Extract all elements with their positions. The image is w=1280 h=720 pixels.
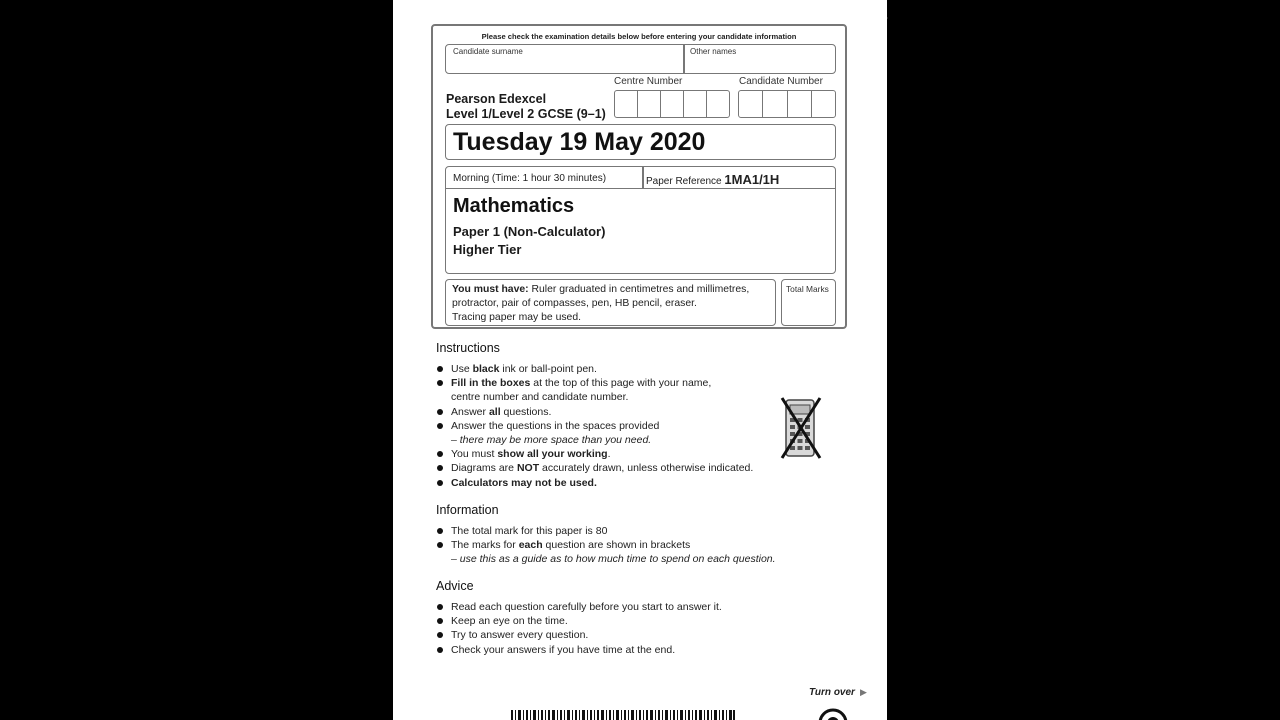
list-item: Try to answer every question.	[437, 628, 722, 642]
turn-over-label: Turn over	[809, 687, 855, 698]
advice-list	[437, 600, 722, 657]
digit-box[interactable]	[707, 91, 729, 117]
digit-box[interactable]	[661, 91, 684, 117]
equipment-text	[452, 283, 770, 325]
list-item-continuation: centre number and candidate number.	[451, 391, 629, 404]
name-divider	[683, 45, 685, 73]
advice-heading: Advice	[436, 579, 474, 593]
digit-box[interactable]	[812, 91, 835, 117]
digit-box[interactable]	[684, 91, 707, 117]
candidate-surname-field[interactable]: Candidate surname	[453, 47, 523, 56]
exam-board	[446, 92, 606, 122]
digit-box[interactable]	[739, 91, 763, 117]
list-item: Calculators may not be used.	[437, 476, 753, 490]
information-list	[437, 524, 776, 567]
session-time: Morning (Time: 1 hour 30 minutes)	[453, 173, 607, 184]
board-name: Pearson Edexcel	[446, 92, 547, 106]
equipment-box	[445, 279, 776, 326]
digit-box[interactable]	[788, 91, 812, 117]
no-calculator-icon	[778, 396, 824, 460]
list-item: Answer the questions in the spaces provided	[437, 419, 753, 433]
total-marks-label: Total Marks	[786, 284, 829, 294]
list-item: Fill in the boxes at the top of this page with your name,	[437, 376, 753, 390]
digit-box[interactable]	[638, 91, 661, 117]
candidate-number-boxes[interactable]	[738, 90, 836, 118]
digit-box[interactable]	[763, 91, 787, 117]
list-item-continuation: – use this as a guide as to how much time to spend on each question.	[451, 553, 776, 566]
list-item: Answer all questions.	[437, 405, 753, 419]
must-have-items: Ruler graduated in centimetres and millimetres, protractor, pair of compasses, pen, HB pencil, eraser.	[452, 284, 750, 309]
centre-number-boxes[interactable]	[614, 90, 730, 118]
centre-number-label: Centre Number	[614, 76, 683, 87]
check-notice: Please check the examination details below before entering your candidate information	[481, 32, 797, 41]
paper-title: Paper 1 (Non-Calculator)	[453, 224, 606, 239]
subject-title: Mathematics	[453, 195, 575, 217]
list-item: Read each question carefully before you start to answer it.	[437, 600, 722, 614]
barcode	[511, 710, 735, 720]
list-item: Keep an eye on the time.	[437, 614, 722, 628]
list-item: Use black ink or ball-point pen.	[437, 362, 753, 376]
list-item: Diagrams are NOT accurately drawn, unless otherwise indicated.	[437, 461, 753, 475]
exam-date: Tuesday 19 May 2020	[453, 128, 706, 156]
other-names-field[interactable]: Other names	[690, 47, 737, 56]
list-item: The total mark for this paper is 80	[437, 524, 776, 538]
instructions-list	[437, 362, 753, 490]
list-item: You must show all your working.	[437, 447, 753, 461]
qualification-level: Level 1/Level 2 GCSE (9–1)	[446, 107, 606, 121]
list-item-continuation: – there may be more space than you need.	[451, 434, 652, 447]
exam-cover-page	[393, 0, 887, 720]
candidate-number-label: Candidate Number	[739, 76, 823, 87]
turn-over-arrow-icon: ▶	[860, 687, 867, 697]
total-marks-box	[781, 279, 836, 326]
information-heading: Information	[436, 503, 499, 517]
exam-date-box	[445, 124, 836, 160]
tier-title: Higher Tier	[453, 242, 522, 257]
tracing-paper-note: Tracing paper may be used.	[452, 312, 581, 323]
session-row	[446, 167, 835, 189]
name-fields	[445, 44, 836, 74]
paper-reference-label: Paper Reference	[646, 176, 722, 187]
instructions-heading: Instructions	[436, 341, 500, 355]
list-item: Check your answers if you have time at the end.	[437, 643, 722, 657]
session-divider	[642, 167, 644, 189]
paper-reference	[646, 172, 779, 187]
paper-info-box	[445, 166, 836, 274]
must-have-label: You must have:	[452, 284, 529, 295]
paper-reference-code: 1MA1/1H	[724, 172, 780, 187]
list-item: The marks for each question are shown in brackets	[437, 538, 776, 552]
pearson-logo-icon	[818, 708, 848, 720]
digit-box[interactable]	[615, 91, 638, 117]
candidate-details-frame	[431, 24, 847, 329]
